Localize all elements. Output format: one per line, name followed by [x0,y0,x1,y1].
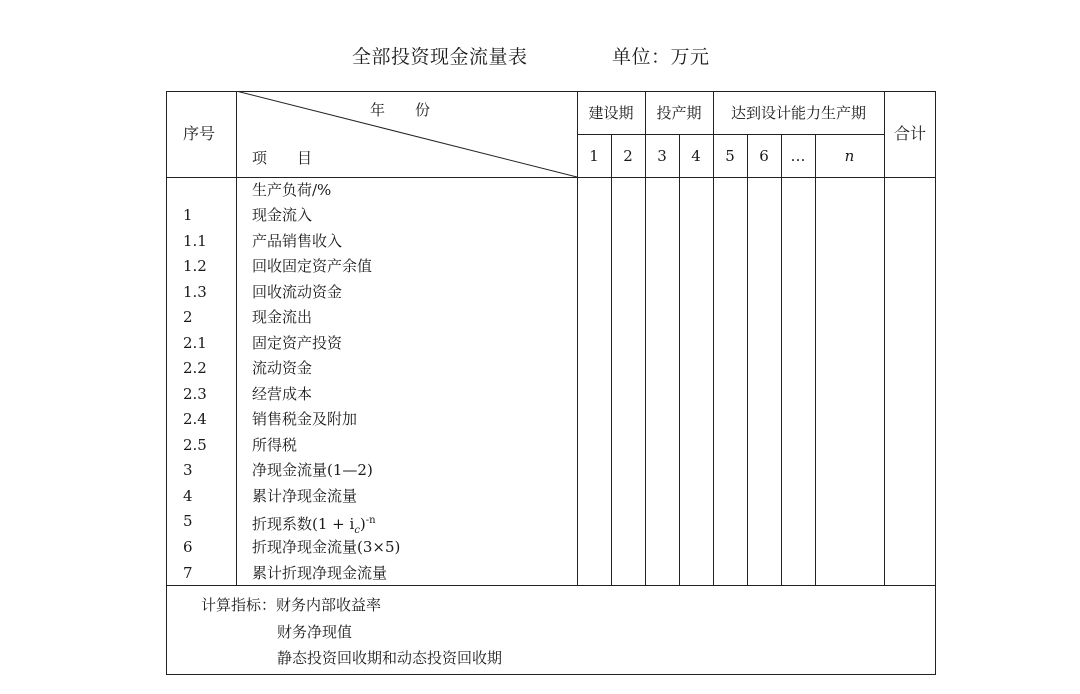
row-item: 固定资产投资 [252,334,343,352]
header-seq: 序号 [183,124,216,143]
year-col: 3 [657,147,667,165]
table-title: 全部投资现金流量表 [352,46,528,68]
grid-line [815,134,816,585]
footer-line-3: 静态投资回收期和动态投资回收期 [277,649,503,667]
row-item: 产品销售收入 [252,232,343,250]
row-item: 回收固定资产余值 [252,257,373,275]
row-seq: 2.4 [183,410,207,428]
year-col: 5 [725,147,735,165]
grid-line [884,91,885,585]
row-item: 折现净现金流量(3×5) [252,538,401,556]
row-item: 累计净现金流量 [252,487,358,505]
row-seq: 4 [183,487,193,505]
row-seq: 7 [183,564,193,582]
year-col: 4 [691,147,701,165]
grid-line [747,134,748,585]
grid-line [577,134,884,135]
row-item: 生产负荷/% [252,181,332,199]
row-item: 现金流入 [252,206,313,224]
formula-tail: ) [359,515,366,533]
year-col: 6 [759,147,769,165]
row-item: 经营成本 [252,385,313,403]
header-production-period: 投产期 [656,104,702,122]
row-item: 回收流动资金 [252,283,343,301]
row-item: 累计折现净现金流量 [252,564,388,582]
row-seq: 1.3 [183,283,207,301]
row-item: 现金流出 [252,308,313,326]
row-seq: 1.2 [183,257,207,275]
formula-subscript: c [354,525,360,536]
row-seq: 2.1 [183,334,207,352]
row-seq: 2.3 [183,385,207,403]
title-line [0,40,1080,70]
row-item: 所得税 [252,436,298,454]
grid-line [781,134,782,585]
grid-line [166,585,936,586]
row-seq: 6 [183,538,193,556]
row-item: 净现金流量(1—2) [252,461,373,479]
unit-label: 单位：万元 [612,46,710,68]
cash-flow-table [166,91,936,675]
row-seq: 2.2 [183,359,207,377]
grid-line [611,134,612,585]
formula-text: 折现系数(1 + i [252,515,355,533]
year-col: 2 [623,147,633,165]
row-seq: 1 [183,206,193,224]
row-seq: 3 [183,461,193,479]
header-item: 项 目 [252,149,313,167]
grid-line [679,134,680,585]
year-col: n [844,147,855,165]
row-seq: 2.5 [183,436,207,454]
header-year: 年 份 [370,101,431,119]
row-item: 销售税金及附加 [252,410,358,428]
year-col: … [790,147,806,165]
header-design-capacity-period: 达到设计能力生产期 [730,104,866,122]
row-seq: 5 [183,512,193,530]
footer-line-2: 财务净现值 [277,623,353,641]
footer-line-1: 计算指标：财务内部收益率 [201,596,382,614]
header-total: 合计 [893,124,926,143]
row-seq: 1.1 [183,232,207,250]
header-build-period: 建设期 [588,104,634,122]
formula-superscript: -n [365,515,376,526]
row-item: 流动资金 [252,359,313,377]
row-seq: 2 [183,308,193,326]
year-col: 1 [589,147,599,165]
